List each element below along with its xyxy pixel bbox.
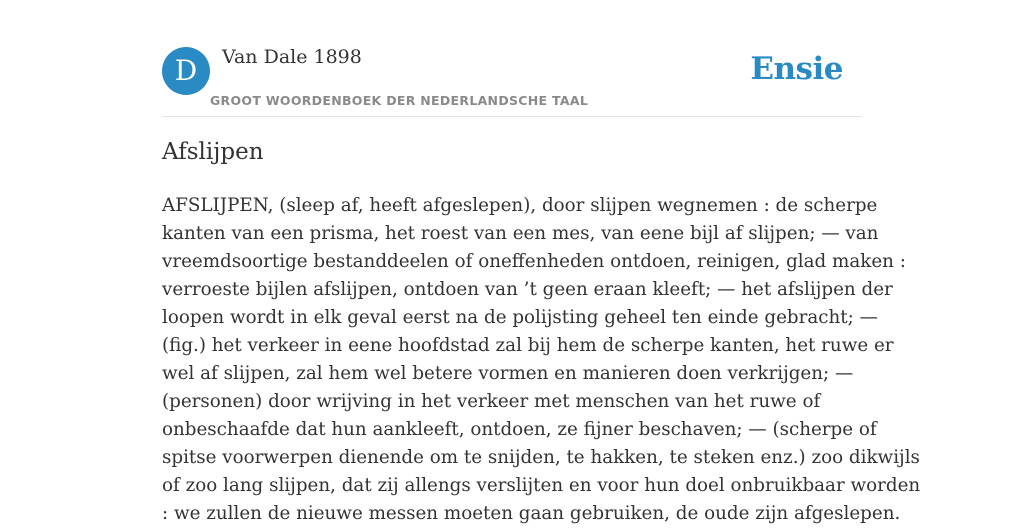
- definition-line: onbeschaafde dat hun aankleeft, ontdoen, ze fijner beschaven; — (scherpe of: [162, 419, 877, 440]
- entry-definition: [162, 192, 921, 528]
- dictionary-source-title[interactable]: Van Dale 1898: [222, 46, 362, 68]
- definition-line: verroeste bijlen afslijpen, ontdoen van ’t geen eraan kleeft; — het afslijpen der: [162, 279, 893, 300]
- dictionary-header: [162, 46, 862, 117]
- dictionary-source-subtitle: GROOT WOORDENBOEK DER NEDERLANDSCHE TAAL: [210, 93, 589, 108]
- ensie-brand-logo[interactable]: Ensie: [750, 51, 843, 87]
- entry-headword: Afslijpen: [162, 139, 264, 165]
- definition-line: spitse voorwerpen dienende om te snijden, te hakken, te steken enz.) zoo dikwijls: [162, 447, 920, 468]
- definition-line: (fig.) het verkeer in eene hoofdstad zal bij hem de scherpe kanten, het ruwe er: [162, 335, 894, 356]
- dictionary-logo-icon[interactable]: D: [162, 47, 210, 95]
- definition-line: of zoo lang slijpen, dat zij allengs verslijten en voor hun doel onbruikbaar worden: [162, 475, 921, 496]
- definition-line: AFSLIJPEN, (sleep af, heeft afgeslepen), door slijpen wegnemen : de scherpe: [162, 195, 878, 216]
- definition-line: (personen) door wrijving in het verkeer met menschen van het ruwe of: [162, 391, 821, 412]
- definition-line: kanten van een prisma, het roest van een mes, van eene bijl af slijpen; — van: [162, 223, 879, 244]
- definition-line: : we zullen de nieuwe messen moeten gaan gebruiken, de oude zijn afgeslepen.: [162, 503, 901, 524]
- definition-line: vreemdsoortige bestanddeelen of oneffenheden ontdoen, reinigen, glad maken :: [162, 251, 906, 272]
- definition-line: loopen wordt in elk geval eerst na de polijsting geheel ten einde gebracht; —: [162, 307, 878, 328]
- definition-line: wel af slijpen, zal hem wel betere vormen en manieren doen verkrijgen; —: [162, 363, 854, 384]
